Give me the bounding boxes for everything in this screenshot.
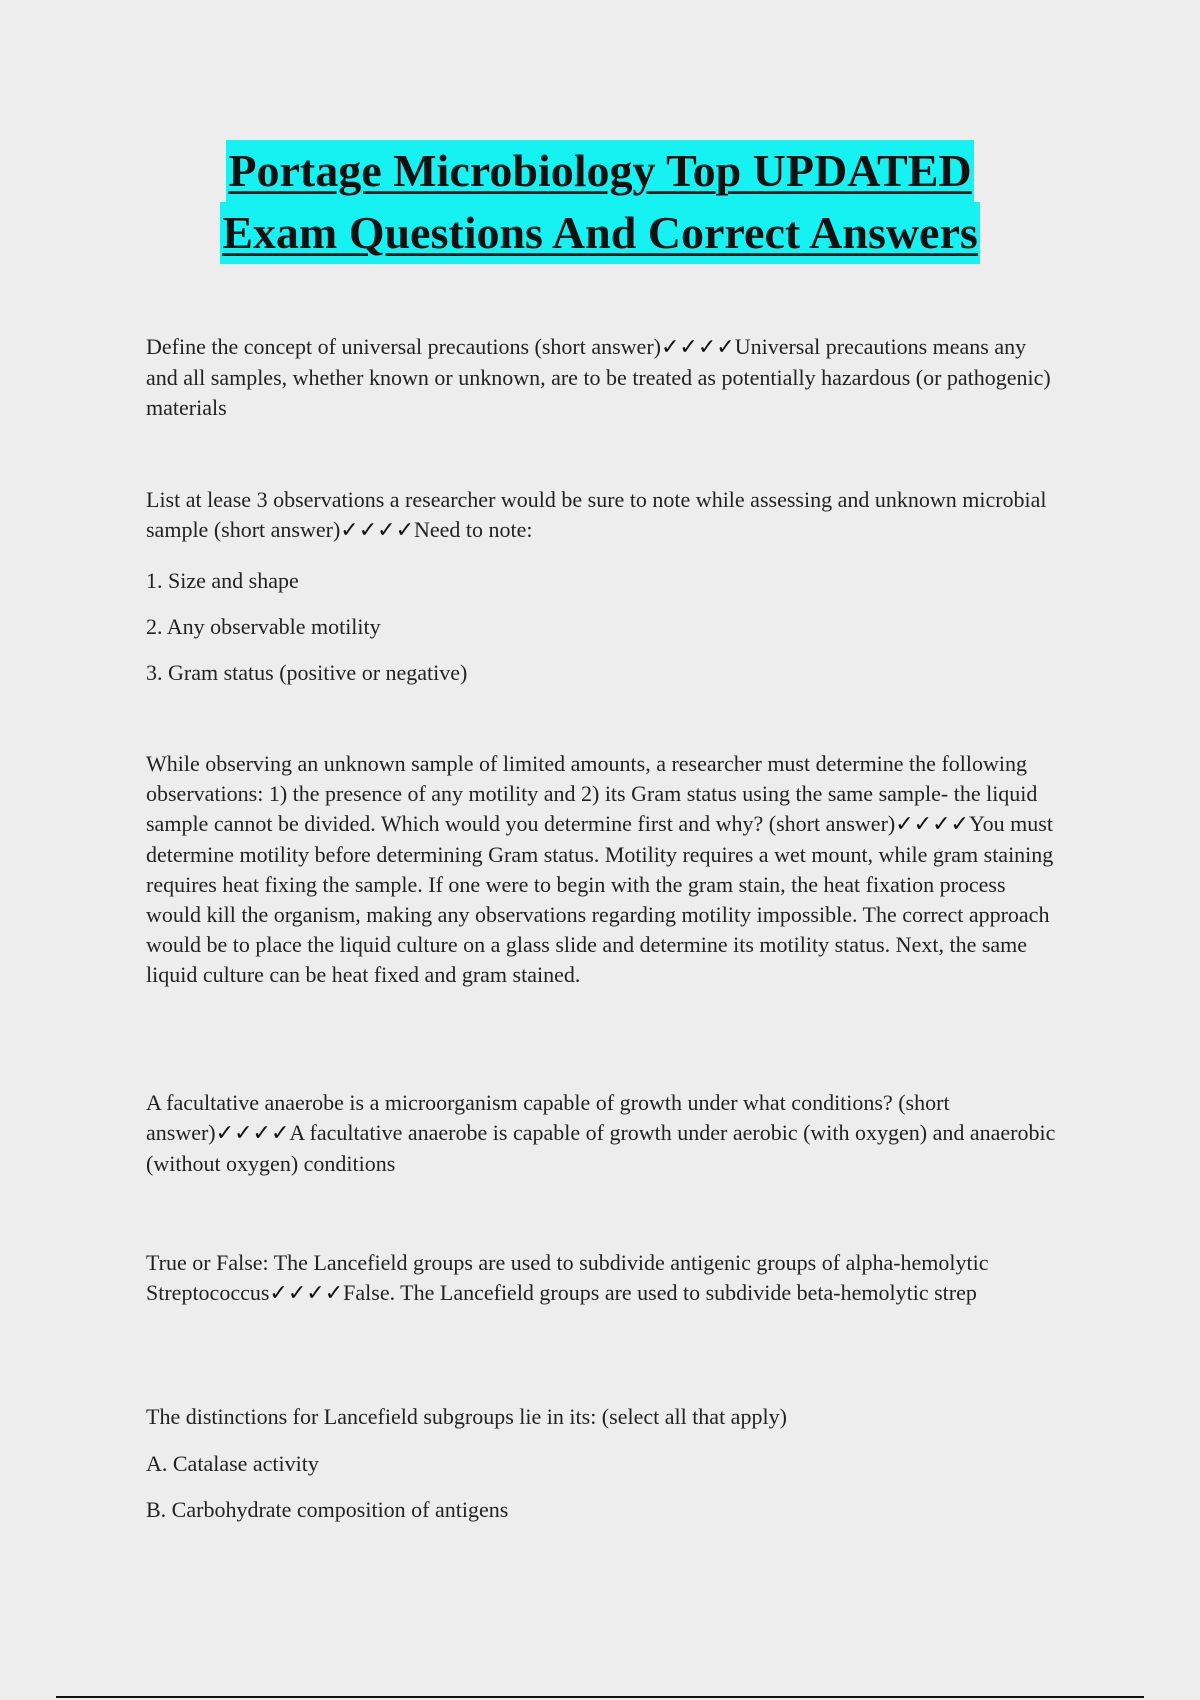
answer-text: Need to note: xyxy=(414,517,533,542)
qa-paragraph xyxy=(146,485,1056,546)
qa-block-lancefield-subgroups xyxy=(146,1402,1056,1432)
list-item: A. Catalase activity xyxy=(146,1451,319,1476)
answer-text: Universal precautions means any and all samples, whether known or unknown, are to be treated as potentially hazardous (or pathogenic) materials xyxy=(146,334,1051,420)
answer-text: False. The Lancefield groups are used to subdivide beta-hemolytic strep xyxy=(343,1280,977,1305)
list-item: 2. Any observable motility xyxy=(146,614,381,639)
qa-block-motility-gram xyxy=(146,749,1056,990)
answer-text: A facultative anaerobe is capable of growth under aerobic (with oxygen) and anaerobic (without oxygen) conditions xyxy=(146,1120,1056,1176)
list-item: 1. Size and shape xyxy=(146,568,299,593)
qa-block-lancefield-true-false xyxy=(146,1248,1056,1309)
title-line-2: Exam Questions And Correct Answers xyxy=(220,202,980,264)
question-text: Define the concept of universal precautions (short answer) xyxy=(146,334,661,359)
question-text: True or False: The Lancefield groups are used to subdivide antigenic groups of alpha-hemolytic Streptococcus xyxy=(146,1250,989,1305)
footer-divider xyxy=(56,1696,1144,1698)
check-marks: ✓✓✓✓ xyxy=(215,1121,290,1146)
qa-block-facultative-anaerobe xyxy=(146,1088,1056,1179)
list-item: 3. Gram status (positive or negative) xyxy=(146,660,468,685)
qa-block-universal-precautions xyxy=(146,332,1056,423)
document-title xyxy=(0,140,1200,264)
question-text: A facultative anaerobe is a microorganism capable of growth under what conditions? (short answer) xyxy=(146,1090,950,1145)
question-text: While observing an unknown sample of limited amounts, a researcher must determine the following observations: 1) the presence of any motility and 2) its Gram status using the same sample- the liquid sample cannot be divided. Which would you determine first and why? (short answer) xyxy=(146,751,1038,836)
title-line-1: Portage Microbiology Top UPDATED xyxy=(226,140,973,202)
answer-text: You must determine motility before determining Gram status. Motility requires a wet mount, while gram staining requires heat fixing the sample. If one were to begin with the gram stain, the heat fixation process would kill the organism, making any observations regarding motility impossible. The correct approach would be to place the liquid culture on a glass slide and determine its motility status. Next, the same liquid culture can be heat fixed and gram stained. xyxy=(146,811,1054,987)
list-item: B. Carbohydrate composition of antigens xyxy=(146,1497,509,1522)
question-text: List at lease 3 observations a researcher would be sure to note while assessing and unknown microbial sample (short answer) xyxy=(146,487,1047,542)
check-marks: ✓✓✓✓ xyxy=(660,335,735,360)
qa-paragraph xyxy=(146,749,1056,990)
qa-paragraph xyxy=(146,332,1056,423)
question-text: The distinctions for Lancefield subgroups lie in its: (select all that apply) xyxy=(146,1404,787,1429)
qa-paragraph xyxy=(146,1248,1056,1309)
check-marks: ✓✓✓✓ xyxy=(269,1281,344,1306)
qa-block-observations xyxy=(146,485,1056,546)
check-marks: ✓✓✓✓ xyxy=(895,812,969,837)
check-marks: ✓✓✓✓ xyxy=(340,518,415,543)
qa-paragraph xyxy=(146,1088,1056,1179)
